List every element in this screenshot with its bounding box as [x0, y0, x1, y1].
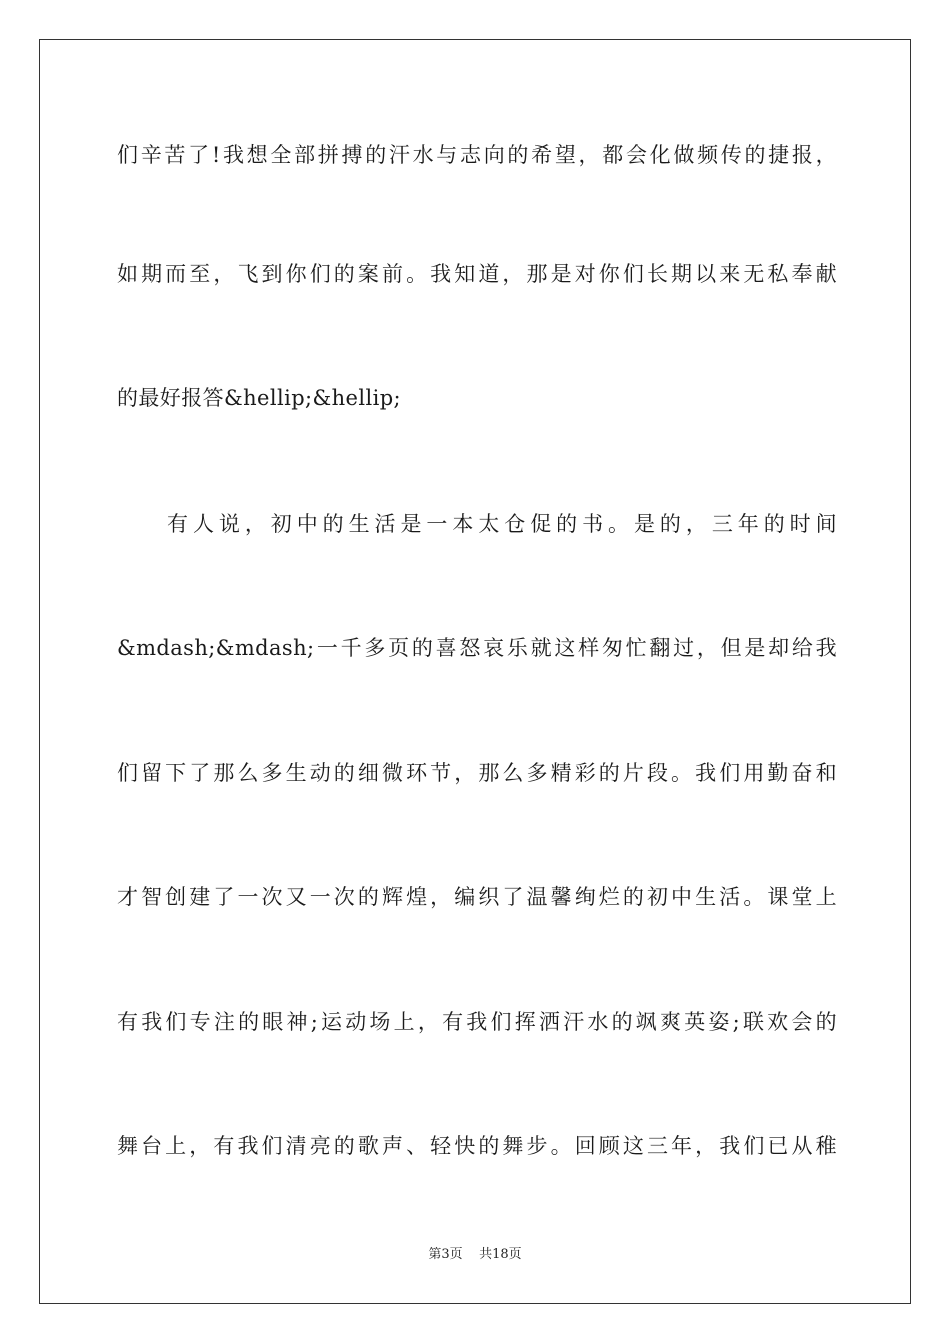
text-line-7: 才智创建了一次又一次的辉煌，编织了温馨绚烂的初中生活。课堂上 [117, 885, 837, 909]
text-line-2: 如期而至，飞到你们的案前。我知道，那是对你们长期以来无私奉献 [117, 262, 837, 286]
text-line-3: 的最好报答&hellip;&hellip; [117, 386, 402, 410]
text-line-1: 们辛苦了!我想全部拼搏的汗水与志向的希望，都会化做频传的捷报， [117, 143, 837, 167]
text-line-5: &mdash;&mdash;一千多页的喜怒哀乐就这样匆忙翻过，但是却给我 [117, 636, 837, 660]
text-line-4: 有人说，初中的生活是一本太仓促的书。是的，三年的时间 [167, 512, 837, 536]
text-line-6: 们留下了那么多生动的细微环节，那么多精彩的片段。我们用勤奋和 [117, 761, 837, 785]
text-line-8: 有我们专注的眼神;运动场上，有我们挥洒汗水的飒爽英姿;联欢会的 [117, 1010, 837, 1034]
page-total: 共18页 [479, 1247, 522, 1262]
text-line-9: 舞台上，有我们清亮的歌声、轻快的舞步。回顾这三年，我们已从稚 [117, 1134, 837, 1158]
page-border [39, 39, 911, 1304]
page-number: 第3页 [428, 1247, 463, 1262]
page-footer [0, 1247, 950, 1263]
